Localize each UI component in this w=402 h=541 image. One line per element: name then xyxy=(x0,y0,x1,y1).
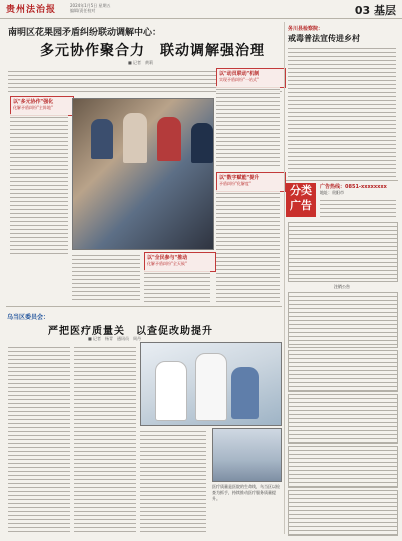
section-divider xyxy=(6,306,282,307)
second-byline: ■ 记者 杨青 通讯员 周丹 xyxy=(88,336,142,341)
callout-4-sub: 矛盾纠纷"化解度" xyxy=(219,181,251,186)
callout-3 xyxy=(216,68,286,88)
callout-3-sub: 实现矛盾纠纷"一站式" xyxy=(219,77,259,82)
right-headline: 戒毒普法宣传进乡村 xyxy=(288,34,360,43)
notice-box-1 xyxy=(288,222,398,282)
callout-1-title: 以"多元协作"强化 xyxy=(13,99,54,105)
page-label: 03 基层 xyxy=(354,4,396,17)
callout-2 xyxy=(144,252,216,272)
second-headline: 严把医疗质量关 以查促改助提升 xyxy=(48,326,213,337)
callout-3-title: 以"动员联动"机制 xyxy=(219,71,260,77)
second-col2-text xyxy=(74,344,136,534)
notice-box-4 xyxy=(288,394,398,444)
callout-1 xyxy=(10,96,74,116)
lead-col4-text xyxy=(216,86,280,168)
lead-headline: 多元协作聚合力 联动调解强治理 xyxy=(40,43,265,59)
lead-col1-text xyxy=(10,114,68,254)
notice-box-2 xyxy=(288,292,398,348)
right-article-text xyxy=(288,45,396,177)
masthead-date: 2024年1月5日 星期五 xyxy=(70,3,111,8)
ad-hotline: 广告热线：0851-xxxxxxxx xyxy=(320,184,387,190)
column-divider xyxy=(284,22,285,534)
callout-2-title: 以"全民参与"推动 xyxy=(147,255,188,261)
ad-text xyxy=(320,197,396,217)
lead-col3-text xyxy=(144,270,210,302)
notice-box-6 xyxy=(288,490,398,536)
second-col3-text xyxy=(140,428,206,534)
newspaper-logo: 贵州法治报 xyxy=(6,5,57,15)
second-photo-small xyxy=(212,428,282,482)
notice-box-5 xyxy=(288,446,398,488)
lead-byline: ■ 记者 黄莉 xyxy=(128,60,154,65)
second-kicker: 乌当区委员会： xyxy=(7,314,50,321)
ad-badge: 分类广告 xyxy=(286,183,316,217)
lead-photo xyxy=(72,98,214,250)
notice-table-title: 注销公告 xyxy=(334,284,350,289)
lead-col5-text xyxy=(216,190,280,302)
second-quote: 医疗质量是医院的生命线，乌当区以检查为抓手，持续推动医疗服务质量提升。 xyxy=(212,484,280,501)
second-col1-text xyxy=(8,344,70,534)
masthead-meta xyxy=(70,3,111,13)
callout-2-sub: 化解矛盾纠纷"全天候" xyxy=(147,261,187,266)
right-kicker: 务川县检察院： xyxy=(288,26,324,32)
second-photo xyxy=(140,342,282,426)
ad-address: 地址：贵阳市 xyxy=(320,190,344,195)
callout-4 xyxy=(216,172,286,192)
right-divider xyxy=(286,180,398,181)
masthead xyxy=(0,0,402,19)
notice-box-3 xyxy=(288,350,398,392)
callout-4-title: 以"数字赋能"提升 xyxy=(219,175,260,181)
lead-col2-text xyxy=(72,252,140,302)
masthead-editor: 编辑/责任校对 xyxy=(70,8,96,13)
callout-1-sub: 化解矛盾纠纷"主阵地" xyxy=(13,105,53,110)
lead-kicker: 南明区花果园矛盾纠纷联动调解中心： xyxy=(8,28,162,38)
